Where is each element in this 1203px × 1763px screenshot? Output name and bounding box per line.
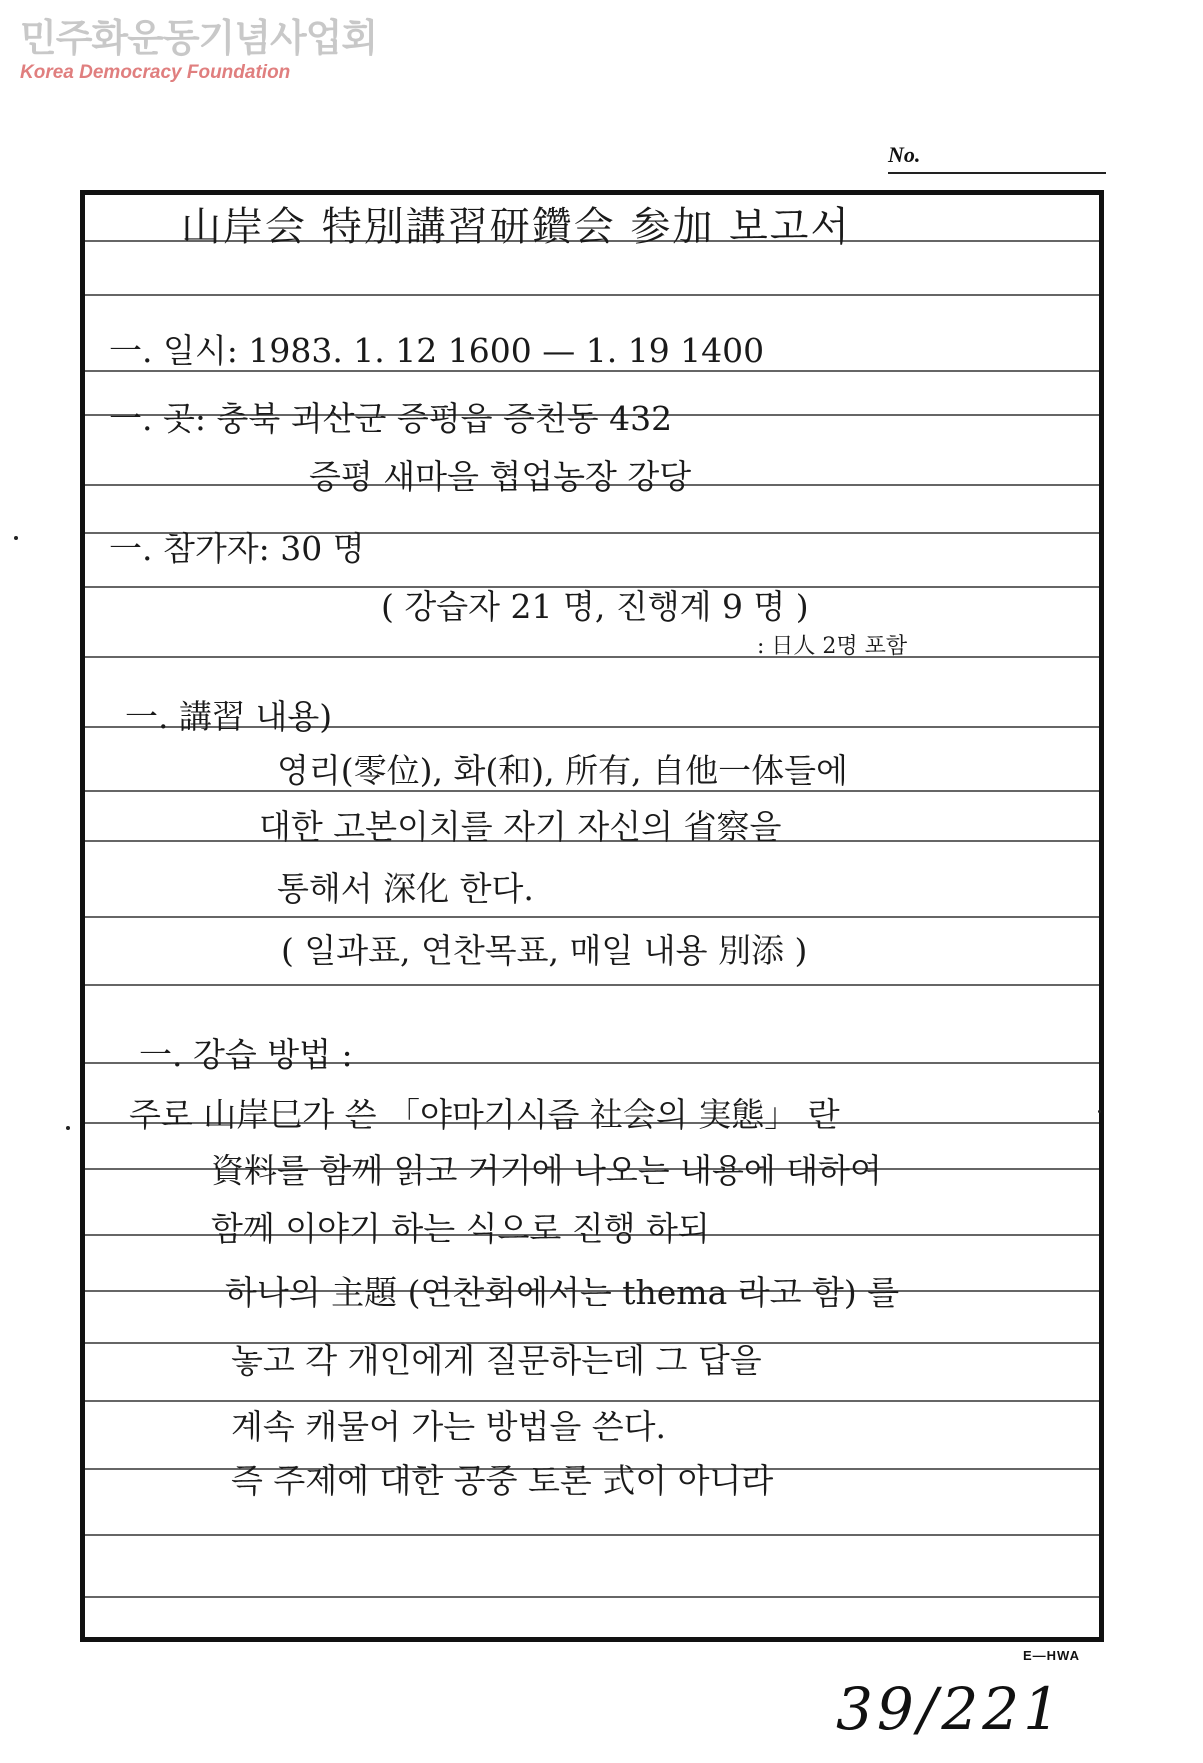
course-content-line: 영리(零位), 화(和), 所有, 自他一体들에	[277, 751, 848, 790]
item-place-detail: 증평 새마을 협업농장 강당	[309, 457, 692, 496]
course-content-line: 대한 고본이치를 자기 자신의 省察을	[259, 807, 782, 846]
course-method-line: 계속 캐물어 가는 방법을 쓴다.	[231, 1407, 666, 1446]
course-method-line: 資料를 함께 읽고 거기에 나오는 내용에 대하여	[211, 1151, 882, 1190]
item-date: 一. 일시: 1983. 1. 12 1600 — 1. 19 1400	[109, 331, 765, 370]
watermark-korean: 민주화운동기념사업회	[20, 16, 378, 60]
report-title: 山岸会 特別講習研鑽会 参加 보고서	[181, 204, 852, 250]
course-method-line: 즉 주제에 대한 공중 토론 式이 아니라	[231, 1461, 774, 1500]
course-method-line: 함께 이야기 하는 식으로 진행 하되	[211, 1209, 710, 1248]
item-participants: 一. 참가자: 30 명	[109, 529, 365, 568]
watermark	[20, 16, 377, 84]
course-method-line: 놓고 각 개인에게 질문하는데 그 답을	[231, 1341, 762, 1380]
scan-speck	[66, 1126, 70, 1130]
participants-note: : 日人 2명 포함	[757, 634, 908, 659]
form-code: E—HWA	[1023, 1648, 1080, 1663]
item-course-method: 一. 강습 방법 :	[139, 1035, 353, 1074]
ruled-sheet	[80, 190, 1104, 1642]
item-place: 一. 곳: 충북 괴산군 증평읍 증천동 432	[109, 399, 673, 438]
course-method-line: 하나의 主題 (연찬회에서는 thema 라고 함) 를	[225, 1273, 900, 1312]
scan-speck	[1098, 1110, 1101, 1113]
watermark-english: Korea Democracy Foundation	[20, 62, 291, 83]
page-number: 39/221	[836, 1675, 1065, 1743]
course-method-line: 주로 山岸巳가 쓴 「야마기시즘 社会의 実態」 란	[129, 1095, 840, 1134]
scan-speck	[14, 536, 18, 540]
item-course-content: 一. 講習 내용)	[125, 697, 333, 736]
course-content-line: 통해서 深化 한다.	[277, 869, 534, 908]
document-number-label: No.	[888, 142, 1106, 174]
course-attachments-note: ( 일과표, 연찬목표, 매일 내용 別添 )	[281, 931, 808, 970]
participants-breakdown: ( 강습자 21 명, 진행계 9 명 )	[381, 587, 809, 626]
